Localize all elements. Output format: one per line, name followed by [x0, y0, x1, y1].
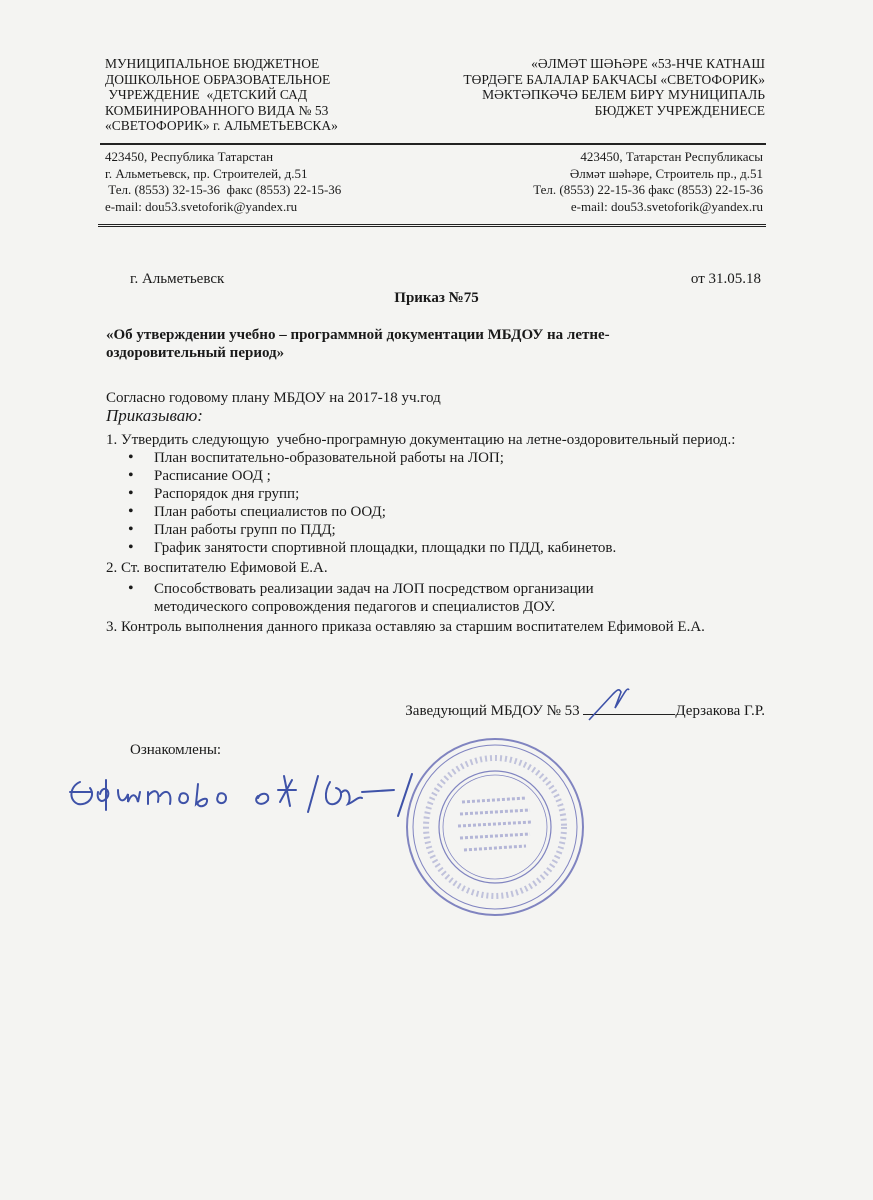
org-name-ru-line: «СВЕТОФОРИК» г. АЛЬМЕТЬЕВСКА»: [105, 118, 338, 133]
item-2-list: [106, 580, 766, 616]
decree-heading: Приказываю:: [106, 406, 203, 425]
address-tt-line: Әлмәт шәһәре, Строитель пр., д.51: [569, 165, 763, 181]
org-name-tt-line: МӘКТӘПКӘЧӘ БЕЛЕМ БИРҮ МУНИЦИПАЛЬ: [482, 87, 765, 102]
list-item: • План работы специалистов по ООД;: [154, 503, 766, 521]
order-basis: Согласно годовому плану МБДОУ на 2017-18 уч.год: [106, 390, 441, 406]
order-subject: «Об утверждении учебно – программной документации МБДОУ на летне-оздоровительный период»: [106, 327, 610, 361]
signature-icon: [583, 682, 675, 722]
address-ru-line: 423450, Республика Татарстан: [105, 149, 274, 164]
item-1-list: [106, 449, 766, 557]
org-name-ru-line: УЧРЕЖДЕНИЕ «ДЕТСКИЙ САД: [105, 87, 308, 102]
order-item-1: [106, 431, 766, 449]
address-ru-line: Тел. (8553) 32-15-36 факс (8553) 22-15-36: [105, 182, 342, 197]
doc-city: г. Альметьевск: [130, 271, 225, 287]
signer-name: Дерзакова Г.Р.: [675, 703, 765, 719]
letterhead-double-rule: [98, 224, 766, 229]
order-body: [106, 431, 766, 636]
header-divider: [100, 143, 766, 145]
org-name-tt: [463, 56, 765, 118]
acquainted-label: Ознакомлены:: [130, 742, 222, 758]
org-name-tt-line: БЮДЖЕТ УЧРЕЖДЕНИЕСЕ: [594, 102, 765, 118]
address-tt: [533, 149, 763, 215]
address-tt-line: Тел. (8553) 22-15-36 факс (8553) 22-15-36: [533, 182, 763, 197]
official-stamp-icon: [400, 732, 590, 922]
signature-line: [583, 700, 675, 715]
address-tt-line: e-mail: dou53.svetoforik@yandex.ru: [570, 198, 763, 214]
order-title: Приказ №75: [394, 290, 479, 306]
list-item: • График занятости спортивной площадки, площадки по ПДД, кабинетов.: [154, 539, 766, 557]
order-item-3: 3. Контроль выполнения данного приказа оставляю за старшим воспитателем Ефимовой Е.А.: [106, 619, 705, 635]
org-name-ru-line: МУНИЦИПАЛЬНОЕ БЮДЖЕТНОЕ: [105, 56, 320, 71]
order-item-2: 2. Ст. воспитателю Ефимовой Е.А.: [106, 560, 328, 576]
org-name-ru-line: ДОШКОЛЬНОЕ ОБРАЗОВАТЕЛЬНОЕ: [105, 71, 331, 87]
doc-date: от 31.05.18: [690, 271, 761, 287]
org-name-tt-line: ТӨРДӘГЕ БАЛАЛАР БАКЧАСЫ «СВЕТОФОРИК»: [463, 71, 765, 87]
signer-title: Заведующий МБДОУ № 53: [405, 703, 584, 719]
address-ru: [105, 149, 341, 215]
address-ru-line: г. Альметьевск, пр. Строителей, д.51: [105, 165, 308, 181]
list-item: • Расписание ООД ;: [154, 467, 766, 485]
address-ru-line: e-mail: dou53.svetoforik@yandex.ru: [105, 198, 298, 214]
address-tt-line: 423450, Татарстан Республикасы: [580, 149, 763, 164]
list-item: • План воспитательно-образовательной работы на ЛОП;: [154, 449, 766, 467]
org-name-ru: [105, 56, 338, 134]
list-item: • Способствовать реализации задач на ЛОП посредством организации методического сопровождения педагогов и специалистов ДОУ.: [154, 580, 676, 616]
signature-block: [405, 700, 765, 720]
org-name-tt-line: «ӘЛМӘТ ШӘҺӘРЕ «53-НЧЕ КАТНАШ: [531, 56, 765, 71]
org-name-ru-line: КОМБИНИРОВАННОГО ВИДА № 53: [105, 102, 329, 118]
handwritten-acquaintance-signature-icon: [62, 762, 442, 822]
list-item: • План работы групп по ПДД;: [154, 521, 766, 539]
order-item-text: Утвердить следующую учебно-програмную документацию на летне-оздоровительный период.:: [117, 432, 736, 448]
order-item-number: 1.: [106, 432, 118, 448]
list-item: • Распорядок дня групп;: [154, 485, 766, 503]
